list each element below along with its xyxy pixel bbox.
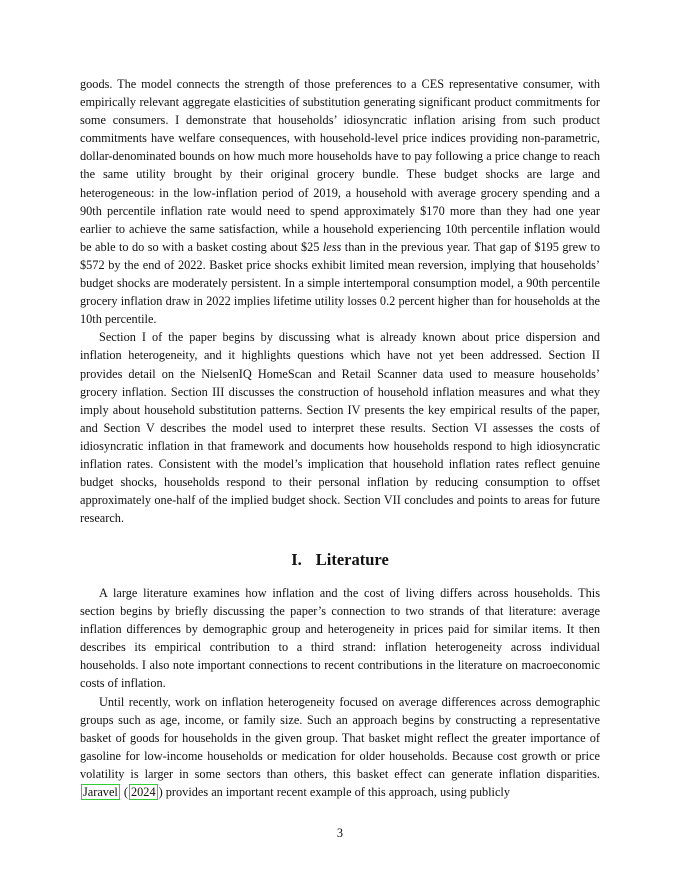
paragraph-intro-continued xyxy=(80,75,600,328)
paragraph-text: provides an important recent example of this approach, using publicly xyxy=(162,785,510,800)
paragraph-text: than in the previous year. That gap of $195 grew to $572 by the end of 2022. Basket price shocks exhibit limited mean reversion, implying that households’ budget shocks are moderately persistent. In a simple intertemporal consumption model, a 90th percentile grocery inflation draw in 2022 implies lifetime utility losses 0.2 percent higher than for households at the 10th percentile. xyxy=(80,239,600,327)
paragraph-text: A large literature examines how inflation and the cost of living differs across households. This section begins by briefly discussing the paper’s connection to two strands of that literature: average inflation differences by demographic group and heterogeneity in prices paid for similar items. It then describes its empirical contribution to a third strand: inflation heterogeneity across individual households. I also note important connections to recent contributions in the literature on macroeconomic costs of inflation. xyxy=(80,586,600,691)
body-text-top xyxy=(80,75,600,527)
paragraph-text: Section I of the paper begins by discussing what is already known about price dispersion and inflation heterogeneity, and it highlights questions which have not yet been addressed. Section II provides detail on the NielsenIQ HomeScan and Retail Scanner data used to measure households’ grocery inflation. Section III discusses the construction of household inflation measures and what they imply about household substitution patterns. Section IV presents the key empirical results of the paper, and Section V describes the model used to interpret these results. Section VI assesses the costs of idiosyncratic inflation in that framework and documents how households respond to high idiosyncratic inflation rates. Consistent with the model’s implication that household inflation rates reflect genuine budget shocks, households respond to their personal inflation by reducing consumption to offset approximately one-half of the implied budget shock. Section VII concludes and points to areas for future research. xyxy=(80,330,600,526)
paragraph-text: Until recently, work on inflation heterogeneity focused on average differences across demographic groups such as age, income, or family size. Such an approach begins by constructing a representative basket of goods for households in the given group. That basket might reflect the greater importance of gasoline for low-income households or medication for older households. Because cost growth or price volatility is larger in some sectors than others, this basket effect can generate inflation disparities. xyxy=(80,694,600,781)
paragraph-literature-demographic: Until recently, work on inflation heterogeneity focused on average differences across demographic groups such as age, income, or family size. Such an approach begins by constructing a representative basket of goods for households in the given group. That basket might reflect the greater importance of gasoline for low-income households or medication for older households. Because cost growth or price volatility is larger in some sectors than others, this basket effect can generate inflation disparities. Jaravel ( 2024 ) provides an important recent example of this approach, using publicly xyxy=(80,694,600,800)
section-title: Literature xyxy=(315,550,389,569)
paragraph-text: goods. The model connects the strength of those preferences to a CES representative consumer, with empirically relevant aggregate elasticities of substitution generating significant product commitments for some consumers. I demonstrate that households’ idiosyncratic inflation arising from such product commitments have welfare consequences, with household-level price indices providing non-parametric, dollar-denominated bounds on how much more households have to pay following a price change to reach the same utility brought by their original grocery bundle. These budget shocks are large and heterogeneous: in the low-inflation period of 2019, a household with average grocery spending and a 90th percentile inflation rate would need to spend approximately $170 more than they had one year earlier to achieve the same satisfaction, while a household experiencing 10th percentile inflation would be able to do so with a basket costing about $25 xyxy=(80,77,600,254)
emphasis-text: less xyxy=(322,239,342,254)
page-number: 3 xyxy=(336,826,344,840)
paragraph-literature-intro xyxy=(80,584,600,693)
citation-link-year[interactable]: 2024 xyxy=(131,785,156,800)
section-number: I. xyxy=(291,550,302,569)
citation-link-author[interactable]: Jaravel xyxy=(83,785,118,800)
section-heading xyxy=(80,549,600,571)
paragraph-outline xyxy=(80,328,600,527)
body-text-literature xyxy=(80,584,600,801)
